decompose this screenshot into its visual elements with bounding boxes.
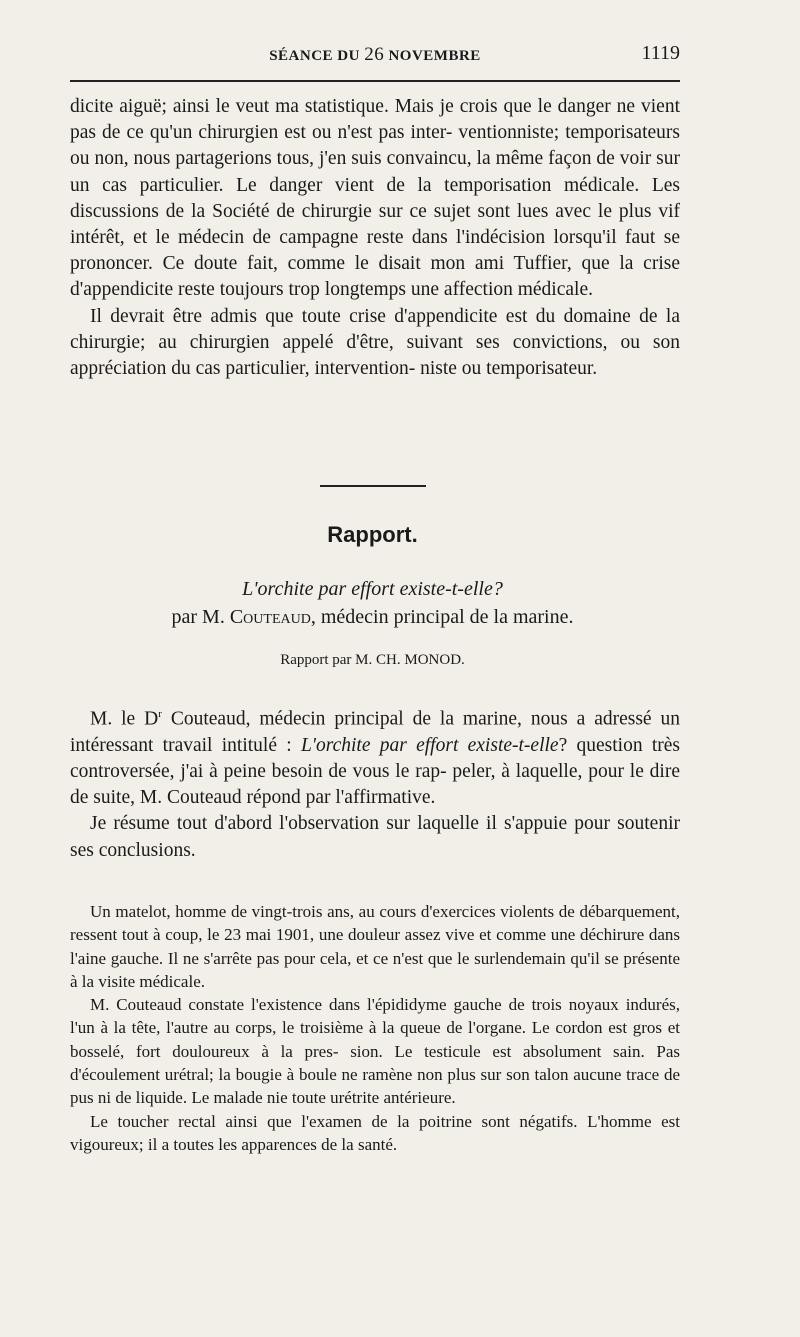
main-p1-mid: Couteaud, médecin principal de la marine, nous a adressé un intéressant travail intitulé : — [70, 708, 681, 756]
running-title-suffix: NOVEMBRE — [388, 48, 481, 64]
observation-paragraph-1: Un matelot, homme de vingt-trois ans, au cours d'exercices violents de débarquement, ressent tout à coup, le 23 mai 1901, une douleur assez vive et comme une déchirure dans l'aine gauche. Il ne s'arrête pas pour cela, et ce n'est que le surlendemain qu'il se présente à la visite médicale. — [70, 902, 680, 991]
byline-suffix: , médecin principal de la marine. — [310, 606, 574, 628]
byline-name: Couteaud — [229, 606, 311, 628]
article-byline — [0, 606, 745, 629]
header-rule — [70, 80, 680, 82]
main-paragraph-1 — [70, 701, 680, 811]
main-paragraph-2: Je résume tout d'abord l'observation sur laquelle il s'appuie pour soutenir ses conclusions. — [70, 813, 680, 861]
main-p1-start: M. le D — [90, 708, 159, 730]
running-title-day: 26 — [364, 44, 385, 65]
main-p1-title: L'orchite par effort existe-t-elle — [300, 734, 559, 756]
top-text-block — [70, 94, 680, 382]
running-title-prefix: SÉANCE DU — [269, 48, 360, 64]
observation-paragraph-3: Le toucher rectal ainsi que l'examen de la poitrine sont négatifs. L'homme est vigoureux; il a toutes les apparences de la santé. — [70, 1111, 680, 1154]
article-title: L'orchite par effort existe-t-elle? — [242, 578, 503, 600]
observation-block — [70, 900, 680, 1156]
running-head — [70, 44, 680, 70]
section-separator — [320, 485, 426, 487]
top-paragraph-1: dicite aiguë; ainsi le veut ma statistique. Mais je crois que le danger ne vient pas de ce qu'un chirurgien est ou n'est pas inter- ventionniste; temporisateurs ou non, nous partagerions tous, j'en suis convaincu, la même façon de voir sur un cas particulier. Le danger vient de la temporisation médicale. Les discussions de la Société de chirurgie sur ce sujet sont lues avec le plus vif intérêt, et le médecin de campagne reste dans l'indécision lorsqu'il faut se prononcer. Ce doute fait, comme le disait mon ami Tuffier, que la crise d'appendicite reste toujours trop longtemps une affection médicale. — [70, 96, 680, 301]
observation-paragraph-2: M. Couteaud constate l'existence dans l'épididyme gauche de trois noyaux indurés, l'un à la tête, l'autre au corps, le troisième à la queue de l'organe. Le cordon est gros et bosselé, fort douloureux à la pres- sion. Le testicule est absolument sain. Pas d'écoulement urétral; la bougie à boule ne ramène non plus sur son talon aucune trace de pus ni de liquide. Le malade nie toute urétrite antérieure. — [70, 995, 680, 1108]
main-p1-end: ? question très controversée, j'ai à peine besoin de vous le rap- peler, à laquelle, pour le dire de suite, M. Couteaud répond par l'affirmative. — [70, 734, 681, 809]
top-paragraph-2: Il devrait être admis que toute crise d'appendicite est du domaine de la chirurgie; au chirurgien appelé d'être, suivant ses convictions, ou son appréciation du cas particulier, intervention- niste ou temporisateur. — [70, 305, 680, 380]
running-title — [70, 44, 680, 66]
byline-prefix: par M. — [171, 606, 225, 628]
page-number: 1119 — [641, 42, 680, 64]
main-p1-sup: r — [158, 708, 162, 720]
section-heading: Rapport. — [327, 522, 418, 547]
rapport-by: Rapport par M. CH. MONOD. — [280, 652, 465, 668]
main-text-block — [70, 701, 680, 864]
